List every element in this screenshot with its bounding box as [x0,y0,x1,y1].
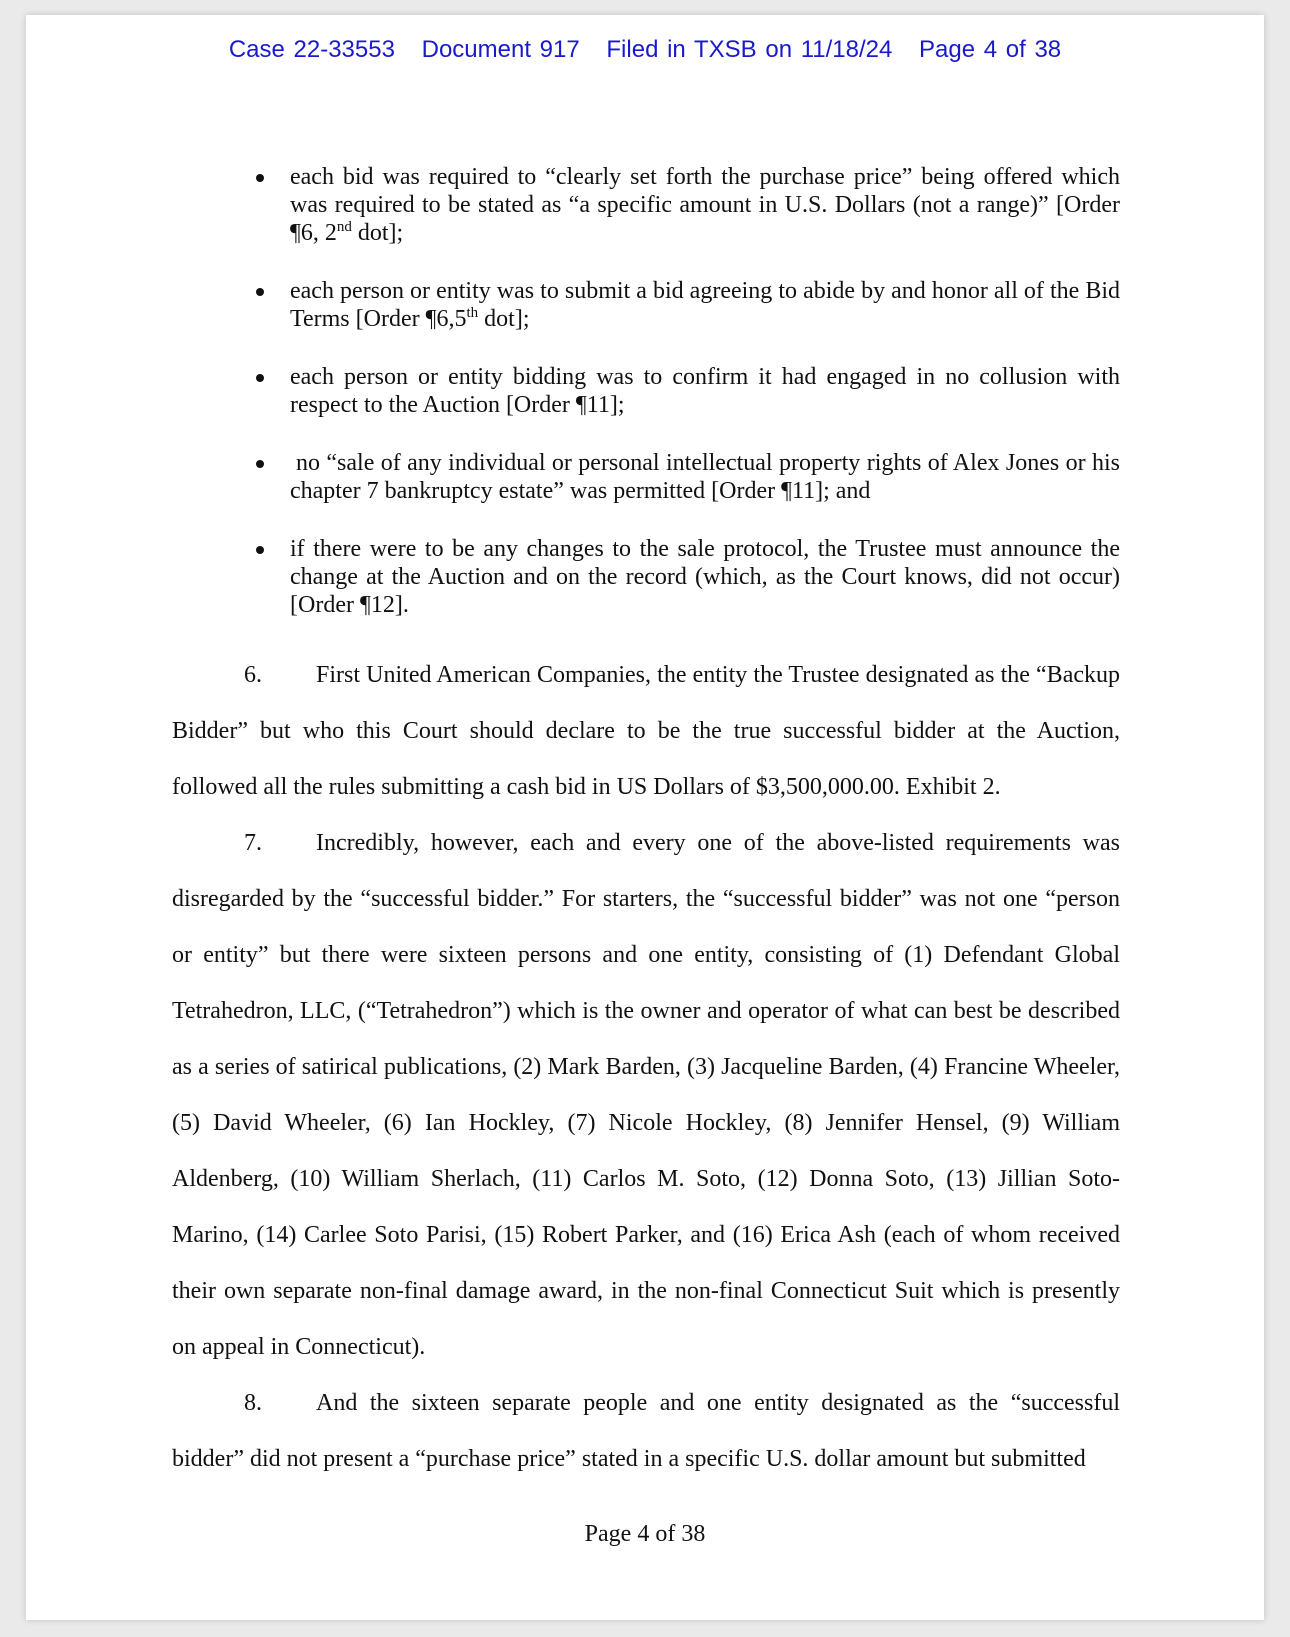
bullet-text: each person or entity bidding was to confirm it had engaged in no collusion with respect to the Auction [Order ¶11]; [290,364,1120,418]
bullet-text: each bid was required to “clearly set forth the purchase price” being offered which was required to be stated as “a specific amount in U.S. Dollars (not a range)” [Order ¶6, 2 [290,164,1120,246]
header-document-number: Document 917 [421,36,580,63]
paragraph-number: 7. [244,830,262,856]
paragraph-text: And the sixteen separate people and one entity designated as the “successful bidder” did not present a “purchase price” stated in a specific U.S. dollar amount but submitted [172,1390,1120,1472]
bullet-item [290,163,1120,247]
header-case-number: Case 22-33553 [228,36,395,63]
paragraph-number: 6. [244,662,262,688]
paragraph-8 [172,1375,1120,1487]
filing-header [26,36,1264,64]
bullet-list [26,163,1264,649]
bullet-text-end: dot]; [478,306,530,332]
numbered-paragraphs [172,647,1120,1487]
bullet-item [290,363,1120,419]
paragraph-text: Incredibly, however, each and every one of the above-listed requirements was disregarded by the “successful bidder.” For starters, the “successful bidder” was not one “person or entity” but there were sixteen persons and one entity, consisting of (1) Defendant Global Tetrahedron, LLC, (“Tetrahedron”) which is the owner and operator of what can best be described as a series of satirical publications, (2) Mark Barden, (3) Jacqueline Barden, (4) Francine Wheeler, (5) David Wheeler, (6) Ian Hockley, (7) Nicole Hockley, (8) Jennifer Hensel, (9) William Aldenberg, (10) William Sherlach, (11) Carlos M. Soto, (12) Donna Soto, (13) Jillian Soto-Marino, (14) Carlee Soto Parisi, (15) Robert Parker, and (16) Erica Ash (each of whom received their own separate non-final damage award, in the non-final Connecticut Suit which is presently on appeal in Connecticut). [172,830,1120,1360]
bullet-text-end: dot]; [351,220,404,246]
page-footer: Page 4 of 38 [584,1521,706,1547]
bullet-superscript: th [466,305,479,321]
bullet-superscript: nd [336,219,352,235]
bullet-item [290,277,1120,333]
header-page-number: Page 4 of 38 [919,36,1062,63]
bullet-text: no “sale of any individual or personal intellectual property rights of Alex Jones or his chapter 7 bankruptcy estate” was permitted [Order ¶11]; and [290,450,1120,504]
bullet-text: if there were to be any changes to the sale protocol, the Trustee must announce the change at the Auction and on the record (which, as the Court knows, did not occur) [Order ¶12]. [290,536,1120,618]
document-page [26,15,1264,1620]
paragraph-number: 8. [244,1390,262,1416]
bullet-item [290,449,1120,505]
paragraph-text: First United American Companies, the entity the Trustee designated as the “Backup Bidder” but who this Court should declare to be the true successful bidder at the Auction, followed all the rules submitting a cash bid in US Dollars of $3,500,000.00. Exhibit 2. [172,662,1120,800]
paragraph-7 [172,815,1120,1375]
bullet-text: each person or entity was to submit a bid agreeing to abide by and honor all of the Bid Terms [Order ¶6,5 [290,278,1120,332]
paragraph-6 [172,647,1120,815]
bullet-item [290,535,1120,619]
header-filed-info: Filed in TXSB on 11/18/24 [606,36,893,63]
